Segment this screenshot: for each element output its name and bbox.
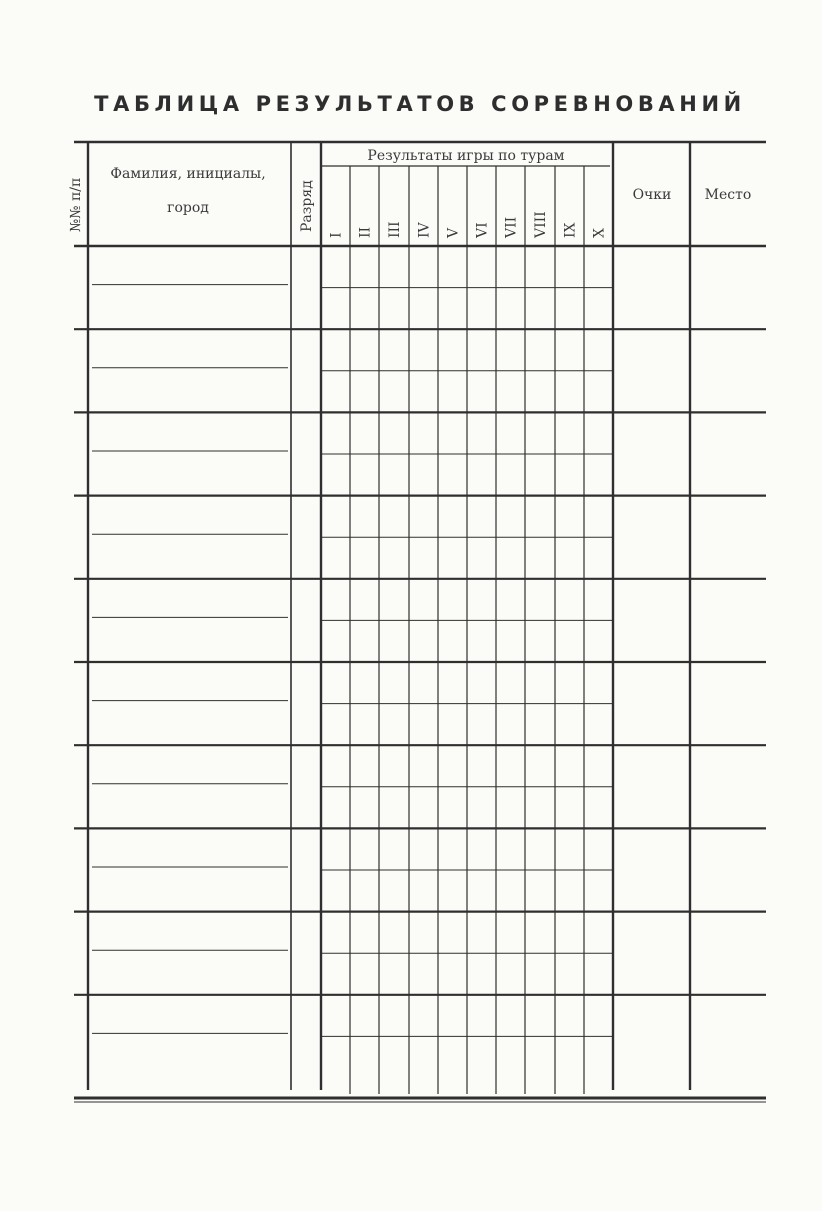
header-rounds-group: Результаты игры по турам <box>367 148 565 164</box>
header-number: №№ п/п <box>68 177 84 232</box>
header-rank: Разряд <box>299 180 315 232</box>
header-round-7: VII <box>503 216 520 238</box>
header-round-3: III <box>387 221 403 238</box>
header-round-10: X <box>591 228 608 238</box>
header-round-8: VIII <box>533 211 549 238</box>
header-round-9: IX <box>562 222 579 238</box>
header-round-1: I <box>328 232 345 238</box>
page-title: ТАБЛИЦА РЕЗУЛЬТАТОВ СОРЕВНОВАНИЙ <box>94 92 746 116</box>
header-name-line2: город <box>167 200 209 216</box>
header-round-6: VI <box>474 222 491 238</box>
header-name-line1: Фамилия, инициалы, <box>110 166 266 182</box>
header-round-2: II <box>357 226 374 238</box>
header-round-5: V <box>445 227 462 238</box>
header-points: Очки <box>632 187 672 203</box>
header-place: Место <box>704 187 752 203</box>
header-round-4: IV <box>416 222 433 238</box>
